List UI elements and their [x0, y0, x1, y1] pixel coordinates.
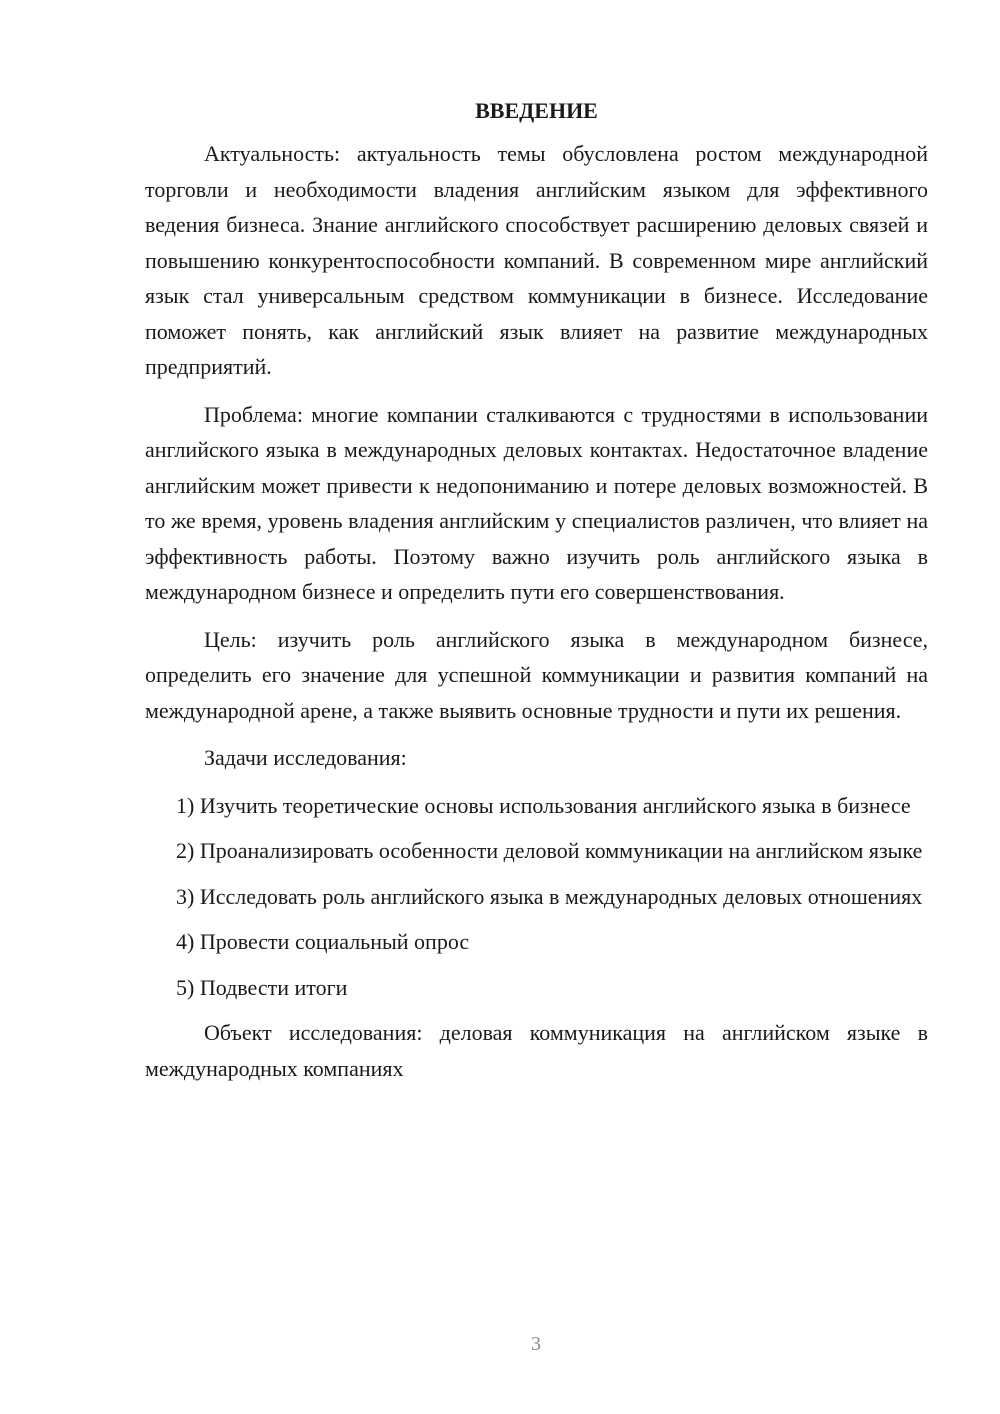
- page-number: 3: [531, 1333, 541, 1355]
- task-item-4: 4) Провести социальный опрос: [176, 929, 470, 954]
- goal-paragraph: Цель: изучить роль английского языка в международном бизнесе, определить его значение для успешной коммуникации и развития компаний на международной арене, а также выявить основные трудности и пути их решения.: [145, 626, 928, 723]
- task-item-2: 2) Проанализировать особенности деловой коммуникации на английском языке: [176, 838, 923, 863]
- task-item-5: 5) Подвести итоги: [176, 974, 348, 1000]
- problem-paragraph: Проблема: многие компании сталкиваются с трудностями в использовании английского языка в международных деловых контактах. Недостаточное владение английским может привести к недопониманию и потере деловых возможностей. В то же время, уровень владения английским у специалистов различен, что влияет на эффективность работы. Поэтому важно изучить роль английского языка в международном бизнесе и определить пути его совершенствования.: [145, 401, 928, 604]
- document-page: [145, 96, 928, 1098]
- object-paragraph: Объект исследования: деловая коммуникация на английском языке в международных компаниях: [145, 1020, 928, 1081]
- section-heading: ВВЕДЕНИЕ: [475, 98, 598, 123]
- tasks-heading: Задачи исследования:: [204, 745, 407, 770]
- task-item-3: 3) Исследовать роль английского языка в международных деловых отношениях: [176, 883, 923, 909]
- task-item-1: 1) Изучить теоретические основы использования английского языка в бизнесе: [176, 792, 911, 818]
- relevance-paragraph: Актуальность: актуальность темы обусловлена ростом международной торговли и необходимости владения английским языком для эффективного ведения бизнеса. Знание английского способствует расширению деловых связей и повышению конкурентоспособности компаний. В современном мире английский язык стал универсальным средством коммуникации в бизнесе. Исследование поможет понять, как английский язык влияет на развитие международных предприятий.: [145, 141, 928, 379]
